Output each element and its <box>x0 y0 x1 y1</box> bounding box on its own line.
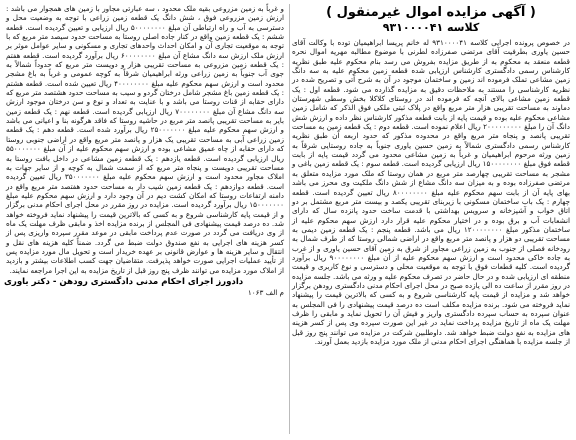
notice-left-column <box>4 0 286 440</box>
notice-title: ( آگهی مزایده اموال غیرمنقول ) <box>326 5 536 20</box>
notice-body-right: در خصوص پرونده اجرایی کلاسه ۹۳۱۰۰۰۰۴۱ له خانم پریسا ابراهیمیان توده با وکالت آقای حسین یاوری بطرفیت آقای مرتضی صفرزاده لطرنی با موضوع مطالبه مهریه اموال نحره قطعه منعقد به محکوم به از طریق مزایده بفروش می رسد بنام محکوم علیه طبق نظریه کارشناس رسمی دادگستری کارشناس ارزیابی شده قطعه زمین محکوم علیه به سه دانگ زمین مشاعی تملک فرموده اند زمین و ساختمان موجود در آن به شرح آتی و تصریح شده در نظریه کارشناسی را مستند به ملاحظات دقیق به مزایده گذارده می شود. قطعه اول : یک قطعه زمین مشاعی بالای آنچه که فرموده اند در روستای کلاکلا بخش وسطی شهرستان دماوند به مساحت تقریبی هزار متر مربع واقع در پلاک ثبتی ملکی فوق الذکر که شامل زمین مشاعی محکوم علیه بوده و قیمت پایه از بابت قطعه مذکور کارشناس نظر داده و ارزش شش دانگ آن را مبلغ ۲۰۰۰۰۰۰۰۰۰ ریال اعلام نموده است. قطعه دوم : یک قطعه زمین به مساحت تقریبی پانصد و پنجاه متر مربع واقع در محدوده مذکور که حدود اربعه آن طبق نظریه کارشناس رسمی دادگستری شمالاً به زمین حسین یاوری جنوباً به جاده روستایی شرقاً به زمین ورثه مرحوم ابراهیمیان و غرباً به زمین مشاعی محدود می گردد قیمت پایه از بابت قطعه فوق مبلغ ۱۵۰۰۰۰۰۰۰۰ ریال ارزیابی گردیده است. قطعه سوم : یک قطعه زمین باغی و مشجر به مساحت تقریبی چهارصد متر مربع در همان روستا که ملک مورد مزایده متعلق به مرتضی صفرزاده بوده و به میزان سه دانگ مشاع از شش دانگ ملکیت وی محرز می باشد بهای پایه آن از بابت سهم محکوم علیه مبلغ ۸۰۰۰۰۰۰۰۰ ریال تعیین گردیده است. قطعه چهارم : یک باب ساختمان مسکونی با زیربنای تقریبی یکصد و بیست متر مربع مشتمل بر دو اتاق خواب و آشپزخانه و سرویس بهداشتی با قدمت ساخت حدود پانزده سال که دارای انشعابات آب و برق بوده و در اختیار محکوم علیه قرار دارد ارزش سهم محکوم علیه از ساختمان مذکور مبلغ ۱۲۰۰۰۰۰۰۰۰ ریال می باشد. قطعه پنجم : یک قطعه زمین دیمی به مساحت تقریبی دو هزار و پانصد متر مربع واقع در اراضی شمالی روستا که از طرف شمال به رودخانه فصلی از جنوب به زمین زراعی مجاور از شرق به زمین آقای حسین یاوری و از غرب به جاده خاکی محدود است و ارزش سهم محکوم علیه از آن مبلغ ۹۰۰۰۰۰۰۰۰ ریال برآورد گردیده است. کلیه قطعات فوق با توجه به موقعیت محلی و دسترسی و نوع کاربری و قیمت منطقه ای ارزیابی شده و در حال حاضر در تصرف محکوم علیه و ورثه می باشد. جلسه مزایده در روز مقرر از ساعت ده الی یازده صبح در محل اجرای احکام مدنی دادگستری رودهن برگزار خواهد شد و مزایده از قیمت پایه کارشناسی شروع و به کسی که بالاترین قیمت را پیشنهاد نماید فروخته می شود. برنده مزایده مکلف است ده درصد قیمت پیشنهادی را فی المجلس به عنوان سپرده به حساب سپرده دادگستری واریز و فیش آن را تحویل نماید و مابقی را ظرف مهلت یک ماه از تاریخ مزایده پرداخت نماید در غیر این صورت سپرده وی پس از کسر هزینه های مزایده به نفع دولت ضبط خواهد شد. داوطلبین شرکت در مزایده می توانند پنج روز قبل از جلسه مزایده با هماهنگی اجرای احکام مدنی از ملک مورد مزایده بازدید بعمل آورند. <box>292 38 570 346</box>
column-divider <box>289 4 290 434</box>
notice-header <box>290 5 572 35</box>
notice-reference: م الف ۱۰۶۳ <box>247 287 284 297</box>
notice-right-column <box>290 0 572 440</box>
notice-body-left: و غرباً به زمین مزروعی بقیه ملک محدود ، سه عبارتی مجاور با زمین های همجوار می باشد : ارزش زمین مزروعی فوق ، شش دانگ یک قطعه زمین زراعی با توجه به وضعیت محل و دسترسی به آب و راه ارتباطی آن مبلغ ۵۰۰۰۰۰۰۰۰ ریال ارزیابی و تعیین گردیده است. قطعه ششم : یک قطعه زمین واقع در کنار جاده اصلی روستا به مساحت حدود سیصد متر مربع که با توجه به موقعیت تجاری آن و امکان احداث واحدهای تجاری و مسکونی و سایر عوامل موثر بر ارزش ملک ارزش سه دانگ مشاع آن مبلغ ۶۰۰۰۰۰۰۰۰ ریال برآورد گردیده است. قطعه هفتم : یک قطعه زمین مزروعی به مساحت تقریبی هزار و دویست متر مربع که حدوداً شمالاً به جوی آب جنوباً به زمین زراعی ورثه ابراهیمیان شرقاً به کوچه عمومی و غرباً به باغ مشجر محدود است و ارزش سهم محکوم علیه مبلغ ۴۰۰۰۰۰۰۰۰ ریال تعیین شده است. قطعه هشتم : یک قطعه زمین باغ مشجر شامل درختان گردو و سیب به مساحت حدود هشتصد متر مربع که دارای حقابه از قنات روستا می باشد و با عنایت به تعداد و نوع و سن درختان موجود ارزش سه دانگ مشاع آن مبلغ ۷۰۰۰۰۰۰۰۰ ریال ارزیابی گردیده است. قطعه نهم : یک قطعه زمین بایر به مساحت تقریبی پانصد متر مربع در حاشیه روستا که فاقد هرگونه بنا و اعیانی می باشد و ارزش سهم محکوم علیه مبلغ ۲۵۰۰۰۰۰۰۰ ریال برآورد شده است. قطعه دهم : یک قطعه زمین زراعی آبی به مساحت تقریبی یک هزار و پانصد متر مربع واقع در اراضی جنوبی روستا که دارای حقابه از چاه عمیق مشاعی بوده و ارزش سهم محکوم علیه از آن مبلغ ۵۵۰۰۰۰۰۰۰ ریال ارزیابی گردیده است. قطعه یازدهم : یک قطعه زمین مشاعی در داخل بافت روستا به مساحت تقریبی دویست و پنجاه متر مربع که از سمت شمال به کوچه و از سایر جهات به املاک مجاور محدود است و ارزش سهم محکوم علیه مبلغ ۳۵۰۰۰۰۰۰۰ ریال تعیین گردیده است. قطعه دوازدهم : یک قطعه زمین شیب دار به مساحت حدود هفتصد متر مربع واقع در دامنه ارتفاعات روستا که امکان کشت دیم در آن وجود دارد و ارزش سهم محکوم علیه مبلغ ۱۵۰۰۰۰۰۰۰ ریال برآورد گردیده است. مزایده در روز مقرر در محل اجرای احکام مدنی برگزار و از قیمت پایه کارشناسی شروع و به کسی که بالاترین قیمت را پیشنهاد نماید فروخته خواهد شد. ده درصد قیمت پیشنهادی فی المجلس از برنده مزایده اخذ و مابقی ظرف مهلت یک ماه از وی دریافت می گردد در صورت عدم پرداخت مابقی در موعد مقرر سپرده واریزی پس از کسر هزینه های اجرایی به نفع صندوق دولت ضبط می گردد. ضمناً کلیه هزینه های نقل و انتقال و سایر هزینه ها و عوارض قانونی بر عهده خریدار است و تحویل مال مورد مزایده پس از تأیید عملیات اجرایی صورت خواهد پذیرفت. متقاضیان جهت کسب اطلاعات بیشتر و بازدید از املاک مورد مزایده می توانند ظرف پنج روز قبل از تاریخ مزایده به این اجرا مراجعه نمایند. <box>6 4 285 275</box>
notice-signature: دادورز اجرای احکام مدنی دادگستری رودهن - دکتر یاوری <box>4 276 244 287</box>
notice-case-number: کلاسه ۹۳۱۰۰۰۰۴۱ <box>382 21 480 34</box>
